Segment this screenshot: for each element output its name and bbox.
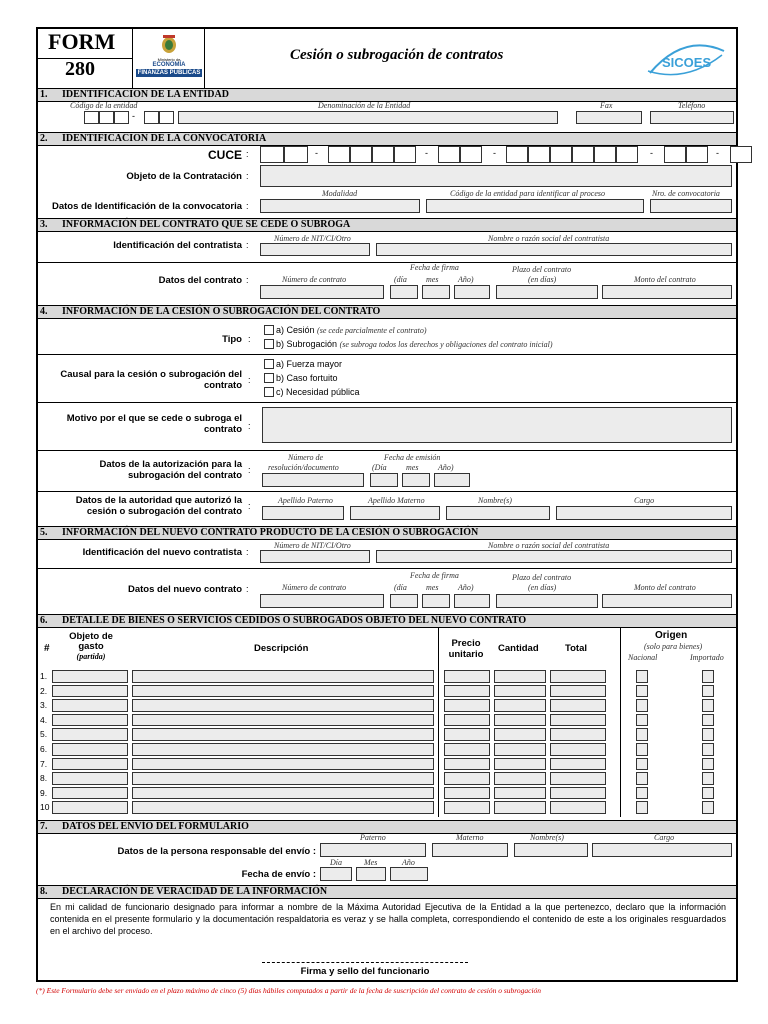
coat-of-arms-icon bbox=[159, 33, 179, 55]
item-partida-field[interactable] bbox=[52, 714, 128, 727]
header-origen: Origen bbox=[655, 630, 688, 641]
emision-dia-field[interactable] bbox=[370, 473, 398, 487]
label-nit: Número de NIT/CI/Otro bbox=[274, 234, 351, 243]
origen-nacional-checkbox[interactable] bbox=[636, 772, 648, 785]
row-number: 1. bbox=[40, 671, 48, 681]
origen-importado-checkbox[interactable] bbox=[702, 772, 714, 785]
origen-importado-checkbox[interactable] bbox=[702, 670, 714, 683]
causa-fuerza-mayor-checkbox[interactable] bbox=[264, 359, 274, 369]
label-cuce: CUCE bbox=[207, 148, 242, 162]
row-number: 7. bbox=[40, 758, 48, 769]
numero-contrato-field[interactable] bbox=[260, 285, 384, 299]
firma-line bbox=[262, 962, 468, 963]
label-modalidad: Modalidad bbox=[322, 189, 358, 198]
item-descripcion-field[interactable] bbox=[132, 714, 434, 727]
item-total-field[interactable] bbox=[550, 670, 606, 683]
label-responsable: Datos de la persona responsable del envío : bbox=[117, 846, 316, 857]
item-cantidad-field[interactable] bbox=[494, 685, 546, 698]
label-fecha-emision: Fecha de emisión bbox=[384, 453, 441, 462]
fax-field[interactable] bbox=[576, 111, 642, 124]
header-nacional: Nacional bbox=[628, 653, 658, 662]
item-cantidad-field[interactable] bbox=[494, 758, 546, 771]
codigo-entidad-field-4[interactable] bbox=[144, 111, 159, 124]
cuce-field[interactable] bbox=[506, 146, 528, 163]
label-nombre-nuevo: Nombre o razón social del contratista bbox=[488, 541, 610, 550]
header-objeto-gasto: Objeto de gasto (partida) bbox=[69, 631, 113, 661]
label-numero-resolucion: Número de bbox=[288, 453, 324, 462]
causa-fuerza-mayor-label: a) Fuerza mayor bbox=[276, 359, 343, 369]
cuce-field[interactable] bbox=[572, 146, 594, 163]
label-objeto: Objeto de la Contratación bbox=[126, 171, 242, 182]
item-precio-field[interactable] bbox=[444, 758, 490, 771]
section-4-header: 4. INFORMACIÓN DE LA CESIÓN O SUBROGACIÓN DEL CONTRATO bbox=[38, 305, 736, 319]
nombre-contratista-field[interactable] bbox=[376, 243, 732, 256]
item-precio-field[interactable] bbox=[444, 772, 490, 785]
origen-importado-checkbox[interactable] bbox=[702, 714, 714, 727]
item-total-field[interactable] bbox=[550, 787, 606, 800]
codigo-entidad-field-1[interactable] bbox=[84, 111, 99, 124]
header-precio: Precio unitario bbox=[448, 638, 484, 660]
nuevo-fecha-mes-field[interactable] bbox=[422, 594, 450, 608]
svg-text:SICOES: SICOES bbox=[662, 55, 712, 70]
denominacion-field[interactable] bbox=[178, 111, 558, 124]
section-6-header: 6. DETALLE DE BIENES O SERVICIOS CEDIDOS O SUBROGADOS OBJETO DEL NUEVO CONTRATO bbox=[38, 614, 736, 628]
item-cantidad-field[interactable] bbox=[494, 714, 546, 727]
origen-nacional-checkbox[interactable] bbox=[636, 699, 648, 712]
item-cantidad-field[interactable] bbox=[494, 787, 546, 800]
cuce-field[interactable] bbox=[460, 146, 482, 163]
origen-nacional-checkbox[interactable] bbox=[636, 685, 648, 698]
item-precio-field[interactable] bbox=[444, 670, 490, 683]
form-title: Cesión o subrogación de contratos bbox=[290, 47, 504, 63]
causa-necesidad-publica-label: c) Necesidad pública bbox=[276, 387, 360, 397]
item-partida-field[interactable] bbox=[52, 670, 128, 683]
nro-convocatoria-field[interactable] bbox=[650, 199, 732, 213]
firma-label: Firma y sello del funcionario bbox=[300, 966, 430, 977]
label-ident-nuevo: Identificación del nuevo contratista bbox=[82, 547, 242, 558]
section-8-header: 8. DECLARACIÓN DE VERACIDAD DE LA INFORMACIÓN bbox=[38, 885, 736, 899]
causa-necesidad-publica-checkbox[interactable] bbox=[264, 387, 274, 397]
item-partida-field[interactable] bbox=[52, 772, 128, 785]
item-descripcion-field[interactable] bbox=[132, 699, 434, 712]
origen-importado-checkbox[interactable] bbox=[702, 758, 714, 771]
cuce-field[interactable] bbox=[686, 146, 708, 163]
label-nit-nuevo: Número de NIT/CI/Otro bbox=[274, 541, 351, 550]
envio-dia-field[interactable] bbox=[320, 867, 352, 881]
modalidad-field[interactable] bbox=[260, 199, 420, 213]
codigo-entidad-field-2[interactable] bbox=[99, 111, 114, 124]
item-total-field[interactable] bbox=[550, 772, 606, 785]
item-precio-field[interactable] bbox=[444, 714, 490, 727]
item-partida-field[interactable] bbox=[52, 685, 128, 698]
tipo-subrogacion-checkbox[interactable] bbox=[264, 339, 274, 349]
fecha-mes-field[interactable] bbox=[422, 285, 450, 299]
label-numero-contrato: Número de contrato bbox=[282, 275, 347, 284]
item-total-field[interactable] bbox=[550, 714, 606, 727]
item-total-field[interactable] bbox=[550, 758, 606, 771]
item-cantidad-field[interactable] bbox=[494, 670, 546, 683]
label-fecha-firma: Fecha de firma bbox=[410, 263, 459, 272]
tipo-subrogacion-label: b) Subrogación (se subroga todos los derechos y obligaciones del contrato inicial) bbox=[276, 339, 553, 349]
item-precio-field[interactable] bbox=[444, 728, 490, 741]
fecha-anio-field[interactable] bbox=[454, 285, 490, 299]
envio-cargo-field[interactable] bbox=[592, 843, 732, 857]
nuevo-monto-field[interactable] bbox=[602, 594, 732, 608]
nombre-nuevo-field[interactable] bbox=[376, 550, 732, 563]
autoridad-cargo-field[interactable] bbox=[556, 506, 732, 520]
origen-nacional-checkbox[interactable] bbox=[636, 714, 648, 727]
cuce-field[interactable] bbox=[550, 146, 572, 163]
label-fecha-envio: Fecha de envío : bbox=[241, 869, 316, 880]
nuevo-plazo-field[interactable] bbox=[496, 594, 598, 608]
origen-nacional-checkbox[interactable] bbox=[636, 670, 648, 683]
emision-mes-field[interactable] bbox=[402, 473, 430, 487]
section-5-header: 5. INFORMACIÓN DEL NUEVO CONTRATO PRODUCTO DE LA CESIÓN O SUBROGACIÓN bbox=[38, 526, 736, 540]
motivo-field[interactable] bbox=[262, 407, 732, 443]
cuce-field[interactable] bbox=[372, 146, 394, 163]
cuce-field[interactable] bbox=[284, 146, 308, 163]
autoridad-nombres-field[interactable] bbox=[446, 506, 550, 520]
origen-importado-checkbox[interactable] bbox=[702, 728, 714, 741]
item-precio-field[interactable] bbox=[444, 699, 490, 712]
numero-nuevo-contrato-field[interactable] bbox=[260, 594, 384, 608]
nit-nuevo-field[interactable] bbox=[260, 550, 370, 563]
label-telefono: Teléfono bbox=[678, 101, 706, 110]
sicoes-icon bbox=[644, 43, 728, 77]
envio-mes-field[interactable] bbox=[356, 867, 386, 881]
label-nro-convocatoria: Nro. de convocatoria bbox=[652, 189, 720, 198]
item-partida-field[interactable] bbox=[52, 801, 128, 814]
emision-anio-field[interactable] bbox=[434, 473, 470, 487]
item-cantidad-field[interactable] bbox=[494, 772, 546, 785]
nuevo-fecha-anio-field[interactable] bbox=[454, 594, 490, 608]
label-denominacion: Denominación de la Entidad bbox=[318, 101, 411, 110]
codigo-entidad-field-3[interactable] bbox=[114, 111, 129, 124]
cuce-field[interactable] bbox=[616, 146, 638, 163]
cuce-field[interactable] bbox=[260, 146, 284, 163]
label-codigo-proceso: Código de la entidad para identificar al proceso bbox=[450, 189, 606, 198]
item-partida-field[interactable] bbox=[52, 758, 128, 771]
item-descripcion-field[interactable] bbox=[132, 772, 434, 785]
sicoes-logo bbox=[644, 43, 728, 77]
item-descripcion-field[interactable] bbox=[132, 670, 434, 683]
item-total-field[interactable] bbox=[550, 801, 606, 814]
row-number: 9. bbox=[40, 787, 48, 798]
header-descripcion: Descripción bbox=[254, 643, 309, 654]
item-cantidad-field[interactable] bbox=[494, 699, 546, 712]
envio-materno-field[interactable] bbox=[432, 843, 508, 857]
cuce-field[interactable] bbox=[350, 146, 372, 163]
cuce-field[interactable] bbox=[730, 146, 752, 163]
header-total: Total bbox=[565, 643, 587, 654]
item-partida-field[interactable] bbox=[52, 743, 128, 756]
label-apellido-paterno: Apellido Paterno bbox=[278, 496, 333, 505]
row-number: 10 bbox=[40, 802, 50, 813]
origen-importado-checkbox[interactable] bbox=[702, 787, 714, 800]
cuce-field[interactable] bbox=[394, 146, 416, 163]
label-motivo: Motivo por el que se cede o subroga el contrato bbox=[66, 413, 242, 435]
item-precio-field[interactable] bbox=[444, 743, 490, 756]
codigo-entidad-field-5[interactable] bbox=[159, 111, 174, 124]
origen-importado-checkbox[interactable] bbox=[702, 801, 714, 814]
cuce-field[interactable] bbox=[438, 146, 460, 163]
cuce-field[interactable] bbox=[594, 146, 616, 163]
tipo-cesion-checkbox[interactable] bbox=[264, 325, 274, 335]
label-datos-nuevo: Datos del nuevo contrato bbox=[127, 584, 242, 595]
cuce-field[interactable] bbox=[328, 146, 350, 163]
telefono-field[interactable] bbox=[650, 111, 734, 124]
causa-caso-fortuito-checkbox[interactable] bbox=[264, 373, 274, 383]
label-monto: Monto del contrato bbox=[634, 275, 696, 284]
label-autorizacion: Datos de la autorización para la subrogación del contrato bbox=[99, 459, 242, 481]
origen-importado-checkbox[interactable] bbox=[702, 743, 714, 756]
objeto-contratacion-field[interactable] bbox=[260, 165, 732, 187]
form-page: FORM 280 Ministerio de ECONOMÍA FINANZAS PÚBLICAS Cesión o subrogación de contratos SICOES 1. IDENTIFICACION DE LA ENTIDAD Código de la entidad Denominación de la Entidad Fax Teléfono - 2. IDENTIFICACION DE LA CONVOCATORIA CUCE : - - - - - Objeto de la Contratación : Modalidad Código de la entidad para identificar al proceso Nro. de convocatoria Datos de Identificación de la convocatoria : 3. INFORMACIÓN DEL CONTRATO QUE SE CEDE O SUBROGA Número de NIT/CI/Otro Nombre o razón social del contratista Identificación del contratista : Fecha de firma Plazo del contrato Número de contrato (día mes Año) (en días) Monto del contrato Datos del contrato : 4. INFORMACIÓN DE LA CESIÓN O SUBROGACIÓN DEL CONTRATO Tipo : a) Cesión (se cede parcialmente el contrato) b) Subrogación (se subroga todos los derechos y obligaciones del contrato inicial) Causal para la cesión o subrogación del contrato : a) Fuerza mayor b) Caso fortuito c) Necesidad pública Motivo por el que se cede o subroga el contrato : Datos de la autorización para la subrogación del contrato : Número de resolución/documento Fecha de emisión (Día mes Año) Datos de la autoridad que autorizó la cesión o subrogación del contrato : Apellido Paterno Apellido Materno Nombre(s) Cargo 5. INFORMACIÓN DEL NUEVO CONTRATO PRODUCTO DE LA CESIÓN O SUBROGACIÓN Número de NIT/CI/Otro Nombre o razón social del contratista Identificación del nuevo contratista : Fecha de firma Plazo del contrato Número de contrato (día mes Año) (en días) Monto del contrato Datos del nuevo contrato : 6. DETALLE DE BIENES O SERVICIOS CEDIDOS O SUBROGADOS OBJETO DEL NUEVO CONTRATO # Objeto de gasto (partida) Descripción Precio unitario Cantidad Total Origen (solo para bienes) Nacional Importado 1. 2. 3. 4. 5. 6. 7. 8. 9. 10 7. DATOS DEL ENVÍO DEL FORMULARIO Paterno Materno Nombre(s) Cargo Datos de la persona responsable del envío : Día Mes Año Fecha de envío : 8. DECLARACIÓN DE VERACIDAD DE LA INFORMACIÓN En mi calidad de funcionario designado para informar a nombre de la Máxima Autoridad Ejecutiva de la Entidad a la que pertenezco, declaro que la información contenida en el presente formulario y la documentación respaldatoria es veraz y se halla completa, correspondiendo el contenido de este a los originales resguardados en el archivo del proceso. Firma y sello del funcionario bbox=[36, 27, 738, 982]
item-descripcion-field[interactable] bbox=[132, 801, 434, 814]
origen-nacional-checkbox[interactable] bbox=[636, 801, 648, 814]
form-number: 280 bbox=[65, 58, 95, 80]
causa-caso-fortuito-label: b) Caso fortuito bbox=[276, 373, 338, 383]
row-number: 5. bbox=[40, 729, 48, 740]
section-7-header: 7. DATOS DEL ENVÍO DEL FORMULARIO bbox=[38, 820, 736, 834]
label-ident-contratista: Identificación del contratista bbox=[113, 240, 242, 251]
item-cantidad-field[interactable] bbox=[494, 728, 546, 741]
label-nombres: Nombre(s) bbox=[478, 496, 512, 505]
label-datos-convocatoria: Datos de Identificación de la convocatoria bbox=[51, 201, 242, 212]
item-partida-field[interactable] bbox=[52, 728, 128, 741]
item-descripcion-field[interactable] bbox=[132, 685, 434, 698]
label-causal: Causal para la cesión o subrogación del contrato bbox=[60, 369, 242, 391]
section-1-header: 1. IDENTIFICACION DE LA ENTIDAD bbox=[38, 88, 736, 102]
origen-nacional-checkbox[interactable] bbox=[636, 728, 648, 741]
section-3-header: 3. INFORMACIÓN DEL CONTRATO QUE SE CEDE O SUBROGA bbox=[38, 218, 736, 232]
cuce-field[interactable] bbox=[528, 146, 550, 163]
envio-nombres-field[interactable] bbox=[514, 843, 588, 857]
item-total-field[interactable] bbox=[550, 685, 606, 698]
label-datos-contrato: Datos del contrato bbox=[158, 275, 242, 286]
item-total-field[interactable] bbox=[550, 743, 606, 756]
plazo-field[interactable] bbox=[496, 285, 598, 299]
row-number: 8. bbox=[40, 773, 48, 784]
numero-resolucion-field[interactable] bbox=[262, 473, 364, 487]
autoridad-paterno-field[interactable] bbox=[262, 506, 344, 520]
label-tipo: Tipo bbox=[222, 334, 242, 345]
row-number: 2. bbox=[40, 685, 48, 696]
item-precio-field[interactable] bbox=[444, 801, 490, 814]
label-fax: Fax bbox=[600, 101, 613, 110]
header-importado: Importado bbox=[690, 653, 724, 662]
row-number: 4. bbox=[40, 714, 48, 725]
nit-field[interactable] bbox=[260, 243, 370, 256]
item-descripcion-field[interactable] bbox=[132, 728, 434, 741]
origen-nacional-checkbox[interactable] bbox=[636, 787, 648, 800]
item-partida-field[interactable] bbox=[52, 699, 128, 712]
header-cantidad: Cantidad bbox=[498, 643, 539, 654]
footnote: (*) Este Formulario debe ser enviado en el plazo máximo de cinco (5) días hábiles computados a partir de la fecha de suscripción del contrato de cesión o subrogación bbox=[36, 986, 542, 995]
item-cantidad-field[interactable] bbox=[494, 801, 546, 814]
label-apellido-materno: Apellido Materno bbox=[368, 496, 425, 505]
tipo-cesion-label: a) Cesión (se cede parcialmente el contrato) bbox=[276, 325, 427, 335]
origen-importado-checkbox[interactable] bbox=[702, 685, 714, 698]
label-plazo: Plazo del contrato bbox=[512, 265, 572, 274]
envio-anio-field[interactable] bbox=[390, 867, 428, 881]
cuce-field[interactable] bbox=[664, 146, 686, 163]
label-codigo: Código de la entidad bbox=[70, 101, 138, 110]
ministry-logo: Ministerio de ECONOMÍA FINANZAS PÚBLICAS bbox=[136, 33, 202, 85]
row-number: 6. bbox=[40, 744, 48, 754]
item-cantidad-field[interactable] bbox=[494, 743, 546, 756]
fecha-dia-field[interactable] bbox=[390, 285, 418, 299]
origen-nacional-checkbox[interactable] bbox=[636, 743, 648, 756]
origen-nacional-checkbox[interactable] bbox=[636, 758, 648, 771]
item-descripcion-field[interactable] bbox=[132, 758, 434, 771]
codigo-proceso-field[interactable] bbox=[426, 199, 644, 213]
item-descripcion-field[interactable] bbox=[132, 743, 434, 756]
label-nombre-contratista: Nombre o razón social del contratista bbox=[488, 234, 610, 243]
item-total-field[interactable] bbox=[550, 699, 606, 712]
item-partida-field[interactable] bbox=[52, 787, 128, 800]
envio-paterno-field[interactable] bbox=[320, 843, 426, 857]
items-table bbox=[38, 669, 736, 815]
label-autoridad: Datos de la autoridad que autorizó la cesión o subrogación del contrato bbox=[75, 495, 242, 517]
item-precio-field[interactable] bbox=[444, 685, 490, 698]
monto-field[interactable] bbox=[602, 285, 732, 299]
declaracion-text: En mi calidad de funcionario designado para informar a nombre de la Máxima Autoridad Ejecutiva de la Entidad a la que pertenezco, declaro que la información contenida en el presente formulario y la documentación respaldatoria es veraz y se halla completa, correspondiendo el contenido de este a los originales resguardados en el archivo del proceso. bbox=[50, 902, 726, 936]
item-descripcion-field[interactable] bbox=[132, 787, 434, 800]
form-label: FORM bbox=[48, 29, 116, 54]
item-precio-field[interactable] bbox=[444, 787, 490, 800]
row-number: 3. bbox=[40, 700, 48, 711]
nuevo-fecha-dia-field[interactable] bbox=[390, 594, 418, 608]
autoridad-materno-field[interactable] bbox=[350, 506, 440, 520]
label-cargo: Cargo bbox=[634, 496, 655, 505]
item-total-field[interactable] bbox=[550, 728, 606, 741]
section-2-header: 2. IDENTIFICACION DE LA CONVOCATORIA bbox=[38, 132, 736, 146]
origen-importado-checkbox[interactable] bbox=[702, 699, 714, 712]
